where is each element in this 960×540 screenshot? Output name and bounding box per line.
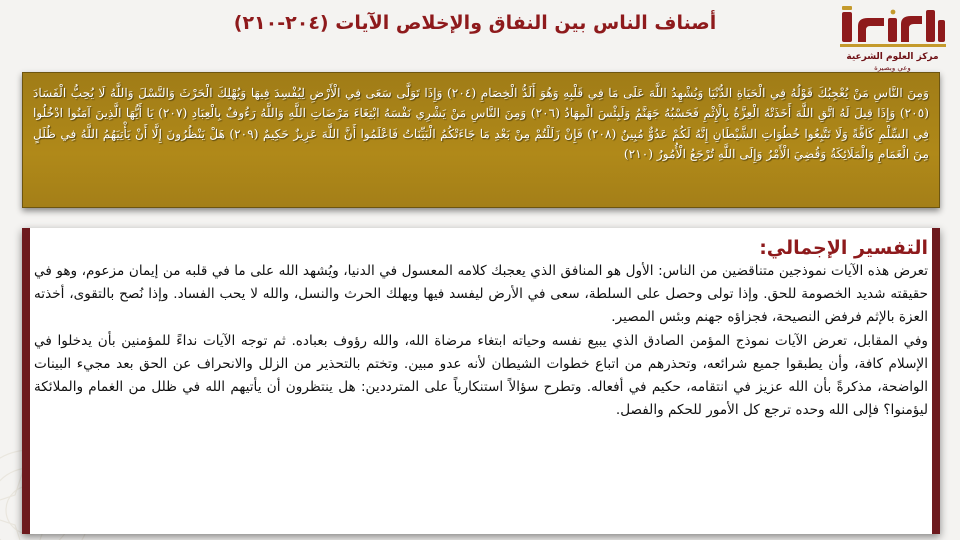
logo-wordmark [838,6,948,50]
tafsir-paragraph-1: تعرض هذه الآيات نموذجين متناقضين من الناس: الأول هو المنافق الذي يعجبك كلامه المعسول في الدنيا، ويُشهد الله على ما في قلبه من إيمان مزعوم، وهو في حقيقته شديد الخصومة للحق. وإذا تولى وحصل على السلطة، سعى في الأرض ليفسد فيها ويهلك الحرث والنسل، والله لا يحب الفساد. وإذا نُصح بالتقوى، أخذته العزة بالإثم فرفض النصيحة، فجزاؤه جهنم وبئس المصير. [34,263,928,326]
page-title: أصناف الناس بين النفاق والإخلاص الآيات (٢٠٤-٢١٠) [233,12,717,34]
quran-verses-panel [22,72,940,208]
tafsir-panel [22,228,940,534]
logo-tagline: وعي وبصيرة [874,64,911,72]
tafsir-paragraph-2: وفي المقابل، تعرض الآيات نموذج المؤمن الصادق الذي يبيع نفسه وحياته ابتغاء مرضاة الله، والله رؤوف بعباده. ثم توجه الآيات نداءً للمؤمنين بأن يدخلوا في الإسلام كافة، وأن يطبقوا جميع شرائعه، وتحذرهم من اتباع خطوات الشيطان لأنه عدو مبين. وتختم بالتحذير من الزلل والانحراف عن الحق بعد مجيء البينات الواضحة، مذكرةً بأن الله عزيز في انتقامه، حكيم في أفعاله. وتطرح سؤالاً استنكارياً على المترددين: هل ينتظرون أن يأتيهم الله في ظلل من الغمام والملائكة ليؤمنوا؟ فإلى الله وحده ترجع كل الأمور للحكم والفصل. [34,332,928,419]
logo-name: مركز العلوم الشرعية [846,52,939,62]
tafsir-heading: التفسير الإجمالي: [759,237,928,259]
brand-logo [830,6,955,74]
quran-verses-text: وَمِنَ النَّاسِ مَنْ يُعْجِبُكَ قَوْلُهُ فِي الْحَيَاةِ الدُّنْيَا وَيُشْهِدُ اللَّهَ عَلَى مَا فِي قَلْبِهِ وَهُوَ أَلَدُّ الْخِصَامِ (٢٠٤) وَإِذَا تَوَلَّى سَعَى فِي الْأَرْضِ لِيُفْسِدَ فِيهَا وَيُهْلِكَ الْحَرْثَ وَالنَّسْلَ وَاللَّهُ لَا يُحِبُّ الْفَسَادَ (٢٠٥) وَإِذَا قِيلَ لَهُ اتَّقِ اللَّهَ أَخَذَتْهُ الْعِزَّةُ بِالْإِثْمِ فَحَسْبُهُ جَهَنَّمُ وَلَبِئْسَ الْمِهَادُ (٢٠٦) وَمِنَ النَّاسِ مَنْ يَشْرِي نَفْسَهُ ابْتِغَاءَ مَرْضَاتِ اللَّهِ وَاللَّهُ رَءُوفٌ بِالْعِبَادِ (٢٠٧) يَا أَيُّهَا الَّذِينَ آمَنُوا ادْخُلُوا فِي السِّلْمِ كَافَّةً وَلَا تَتَّبِعُوا خُطُوَاتِ الشَّيْطَانِ إِنَّهُ لَكُمْ عَدُوٌّ مُبِينٌ (٢٠٨) فَإِنْ زَلَلْتُمْ مِنْ بَعْدِ مَا جَاءَتْكُمُ الْبَيِّنَاتُ فَاعْلَمُوا أَنَّ اللَّهَ عَزِيزٌ حَكِيمٌ (٢٠٩) هَلْ يَنْظُرُونَ إِلَّا أَنْ يَأْتِيَهُمُ اللَّهُ فِي ظُلَلٍ مِنَ الْغَمَامِ وَالْمَلَائِكَةُ وَقُضِيَ الْأَمْرُ وَإِلَى اللَّهِ تُرْجَعُ الْأُمُورُ (٢١٠) [33,86,930,162]
